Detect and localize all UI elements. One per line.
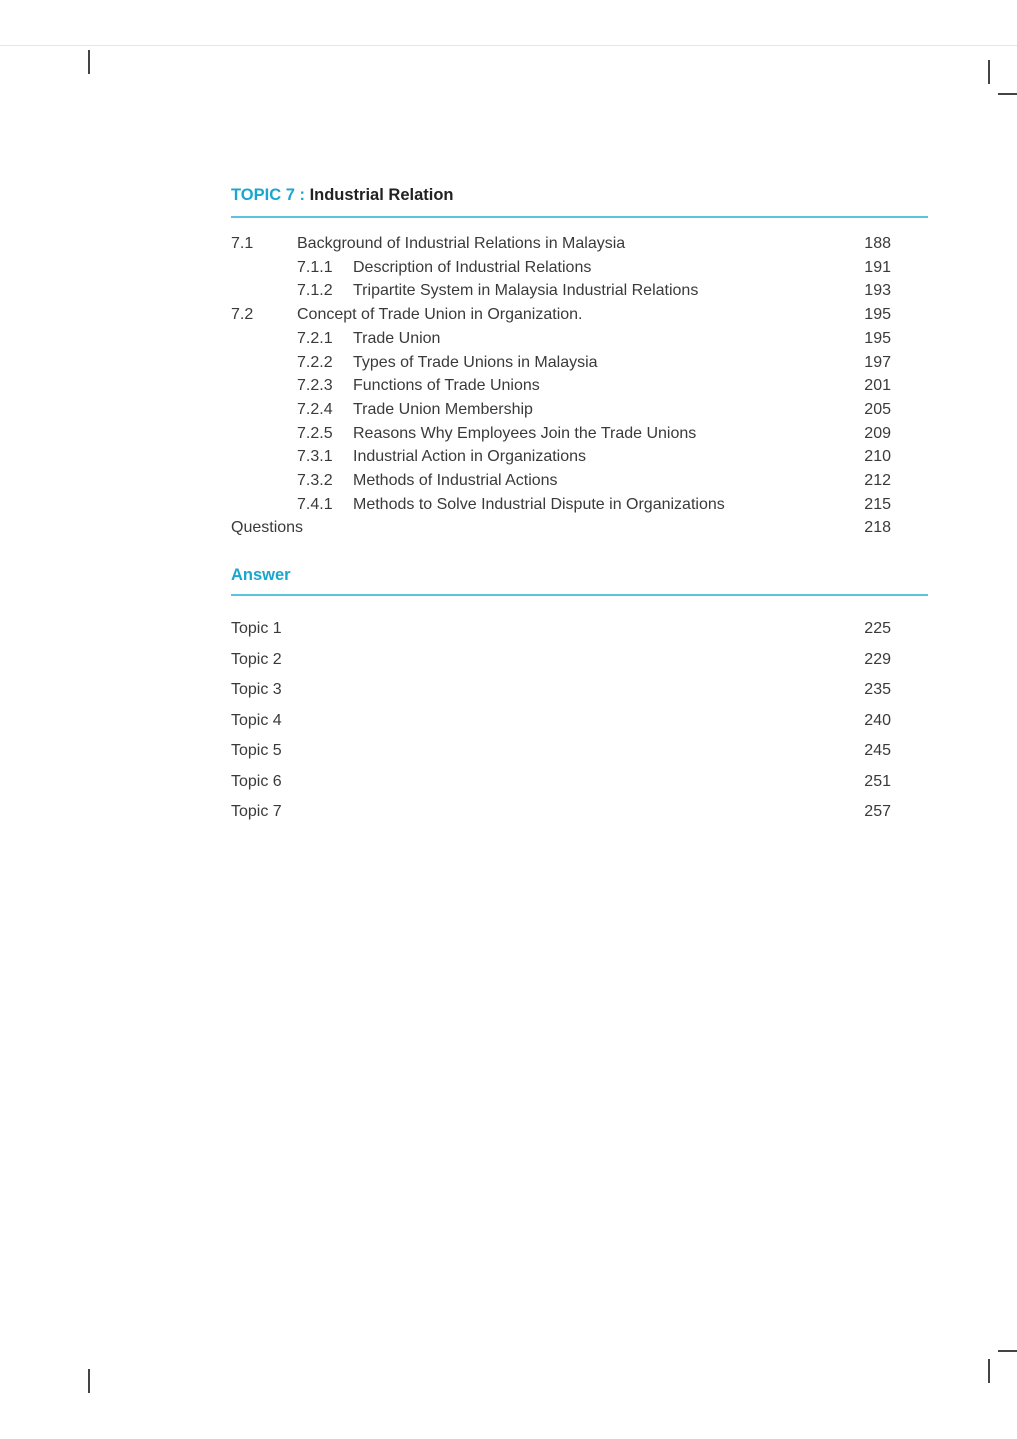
topic-divider bbox=[231, 216, 928, 218]
crop-mark-top-left bbox=[88, 50, 90, 74]
toc-entry-number: 7.1 bbox=[231, 235, 254, 252]
toc-entry-title: Concept of Trade Union in Organization. bbox=[297, 306, 583, 323]
answer-entry-page: 257 bbox=[864, 803, 891, 820]
questions-label: Questions bbox=[231, 519, 304, 536]
toc-entry bbox=[231, 330, 891, 354]
toc-entry bbox=[231, 282, 891, 306]
toc-entry-title: Functions of Trade Unions bbox=[353, 377, 540, 394]
crop-mark-top-right-vertical bbox=[988, 60, 990, 84]
toc-entry bbox=[231, 377, 891, 401]
toc-entry bbox=[231, 235, 891, 259]
toc-entry-number: 7.4.1 bbox=[297, 496, 333, 513]
toc-entry bbox=[231, 448, 891, 472]
crop-mark-bottom-right-horizontal bbox=[998, 1350, 1017, 1352]
toc-entry-number: 7.2.4 bbox=[297, 401, 333, 418]
answer-entry bbox=[231, 712, 891, 736]
answer-entry-label: Topic 3 bbox=[231, 681, 282, 698]
toc-entry-page: 201 bbox=[864, 377, 891, 394]
toc-entry-page: 197 bbox=[864, 354, 891, 371]
toc-entry-page: 195 bbox=[864, 330, 891, 347]
answer-entry-label: Topic 2 bbox=[231, 651, 282, 668]
answer-entry-label: Topic 1 bbox=[231, 620, 282, 637]
toc-entry-number: 7.3.1 bbox=[297, 448, 333, 465]
toc-entry-page: 191 bbox=[864, 259, 891, 276]
answer-entry-label: Topic 4 bbox=[231, 712, 282, 729]
toc-entry-number: 7.2.3 bbox=[297, 377, 333, 394]
toc-entry-title: Industrial Action in Organizations bbox=[353, 448, 587, 465]
toc-entry-number: 7.1.1 bbox=[297, 259, 333, 276]
toc-entry-title: Trade Union bbox=[353, 330, 441, 347]
crop-mark-bottom-right-vertical bbox=[988, 1359, 990, 1383]
toc-entry-number: 7.2.1 bbox=[297, 330, 333, 347]
toc-entry bbox=[231, 496, 891, 520]
toc-entry bbox=[231, 306, 891, 330]
answer-entry-label: Topic 7 bbox=[231, 803, 282, 820]
toc-entry-title: Methods to Solve Industrial Dispute in Organizations bbox=[353, 496, 725, 513]
toc-entry-title: Types of Trade Unions in Malaysia bbox=[353, 354, 598, 371]
answer-divider bbox=[231, 594, 928, 596]
toc-entry-page: 195 bbox=[864, 306, 891, 323]
toc-entry-page: 205 bbox=[864, 401, 891, 418]
answer-entry-page: 245 bbox=[864, 742, 891, 759]
toc-entry-number: 7.3.2 bbox=[297, 472, 333, 489]
toc-entry-page: 210 bbox=[864, 448, 891, 465]
answer-entry bbox=[231, 773, 891, 797]
questions-page: 218 bbox=[864, 519, 891, 536]
toc-entry-number: 7.2.5 bbox=[297, 425, 333, 442]
toc-entry bbox=[231, 354, 891, 378]
toc-entry bbox=[231, 472, 891, 496]
topic-title: Industrial Relation bbox=[309, 186, 454, 204]
topic-heading bbox=[231, 186, 454, 205]
crop-mark-bottom-left bbox=[88, 1369, 90, 1393]
toc-entry bbox=[231, 401, 891, 425]
toc-entry-number: 7.2.2 bbox=[297, 354, 333, 371]
answer-entry bbox=[231, 803, 891, 827]
toc-entry-page: 215 bbox=[864, 496, 891, 513]
toc-entry bbox=[231, 425, 891, 449]
toc-entry-title: Reasons Why Employees Join the Trade Unions bbox=[353, 425, 697, 442]
answer-entry-label: Topic 5 bbox=[231, 742, 282, 759]
page-top-border bbox=[0, 45, 1017, 46]
toc-entry-number: 7.1.2 bbox=[297, 282, 333, 299]
answer-heading: Answer bbox=[231, 566, 291, 584]
answer-entry bbox=[231, 742, 891, 766]
questions-row bbox=[231, 519, 891, 543]
answer-entry bbox=[231, 651, 891, 675]
toc-entry-title: Background of Industrial Relations in Malaysia bbox=[297, 235, 626, 252]
answer-entry-page: 251 bbox=[864, 773, 891, 790]
toc-entry-page: 212 bbox=[864, 472, 891, 489]
answer-entry-page: 229 bbox=[864, 651, 891, 668]
answer-entry-label: Topic 6 bbox=[231, 773, 282, 790]
crop-mark-top-right-horizontal bbox=[998, 93, 1017, 95]
toc-entry bbox=[231, 259, 891, 283]
answer-entry-page: 235 bbox=[864, 681, 891, 698]
toc-entry-title: Tripartite System in Malaysia Industrial Relations bbox=[353, 282, 699, 299]
toc-entry-number: 7.2 bbox=[231, 306, 254, 323]
toc-entry-page: 209 bbox=[864, 425, 891, 442]
answer-entry bbox=[231, 681, 891, 705]
toc-entry-page: 188 bbox=[864, 235, 891, 252]
answer-entry-page: 240 bbox=[864, 712, 891, 729]
toc-entry-title: Trade Union Membership bbox=[353, 401, 533, 418]
toc-entry-page: 193 bbox=[864, 282, 891, 299]
topic-prefix: TOPIC 7 : bbox=[231, 186, 305, 204]
answer-entry bbox=[231, 620, 891, 644]
answer-entry-page: 225 bbox=[864, 620, 891, 637]
toc-entry-title: Methods of Industrial Actions bbox=[353, 472, 558, 489]
toc-entry-title: Description of Industrial Relations bbox=[353, 259, 592, 276]
